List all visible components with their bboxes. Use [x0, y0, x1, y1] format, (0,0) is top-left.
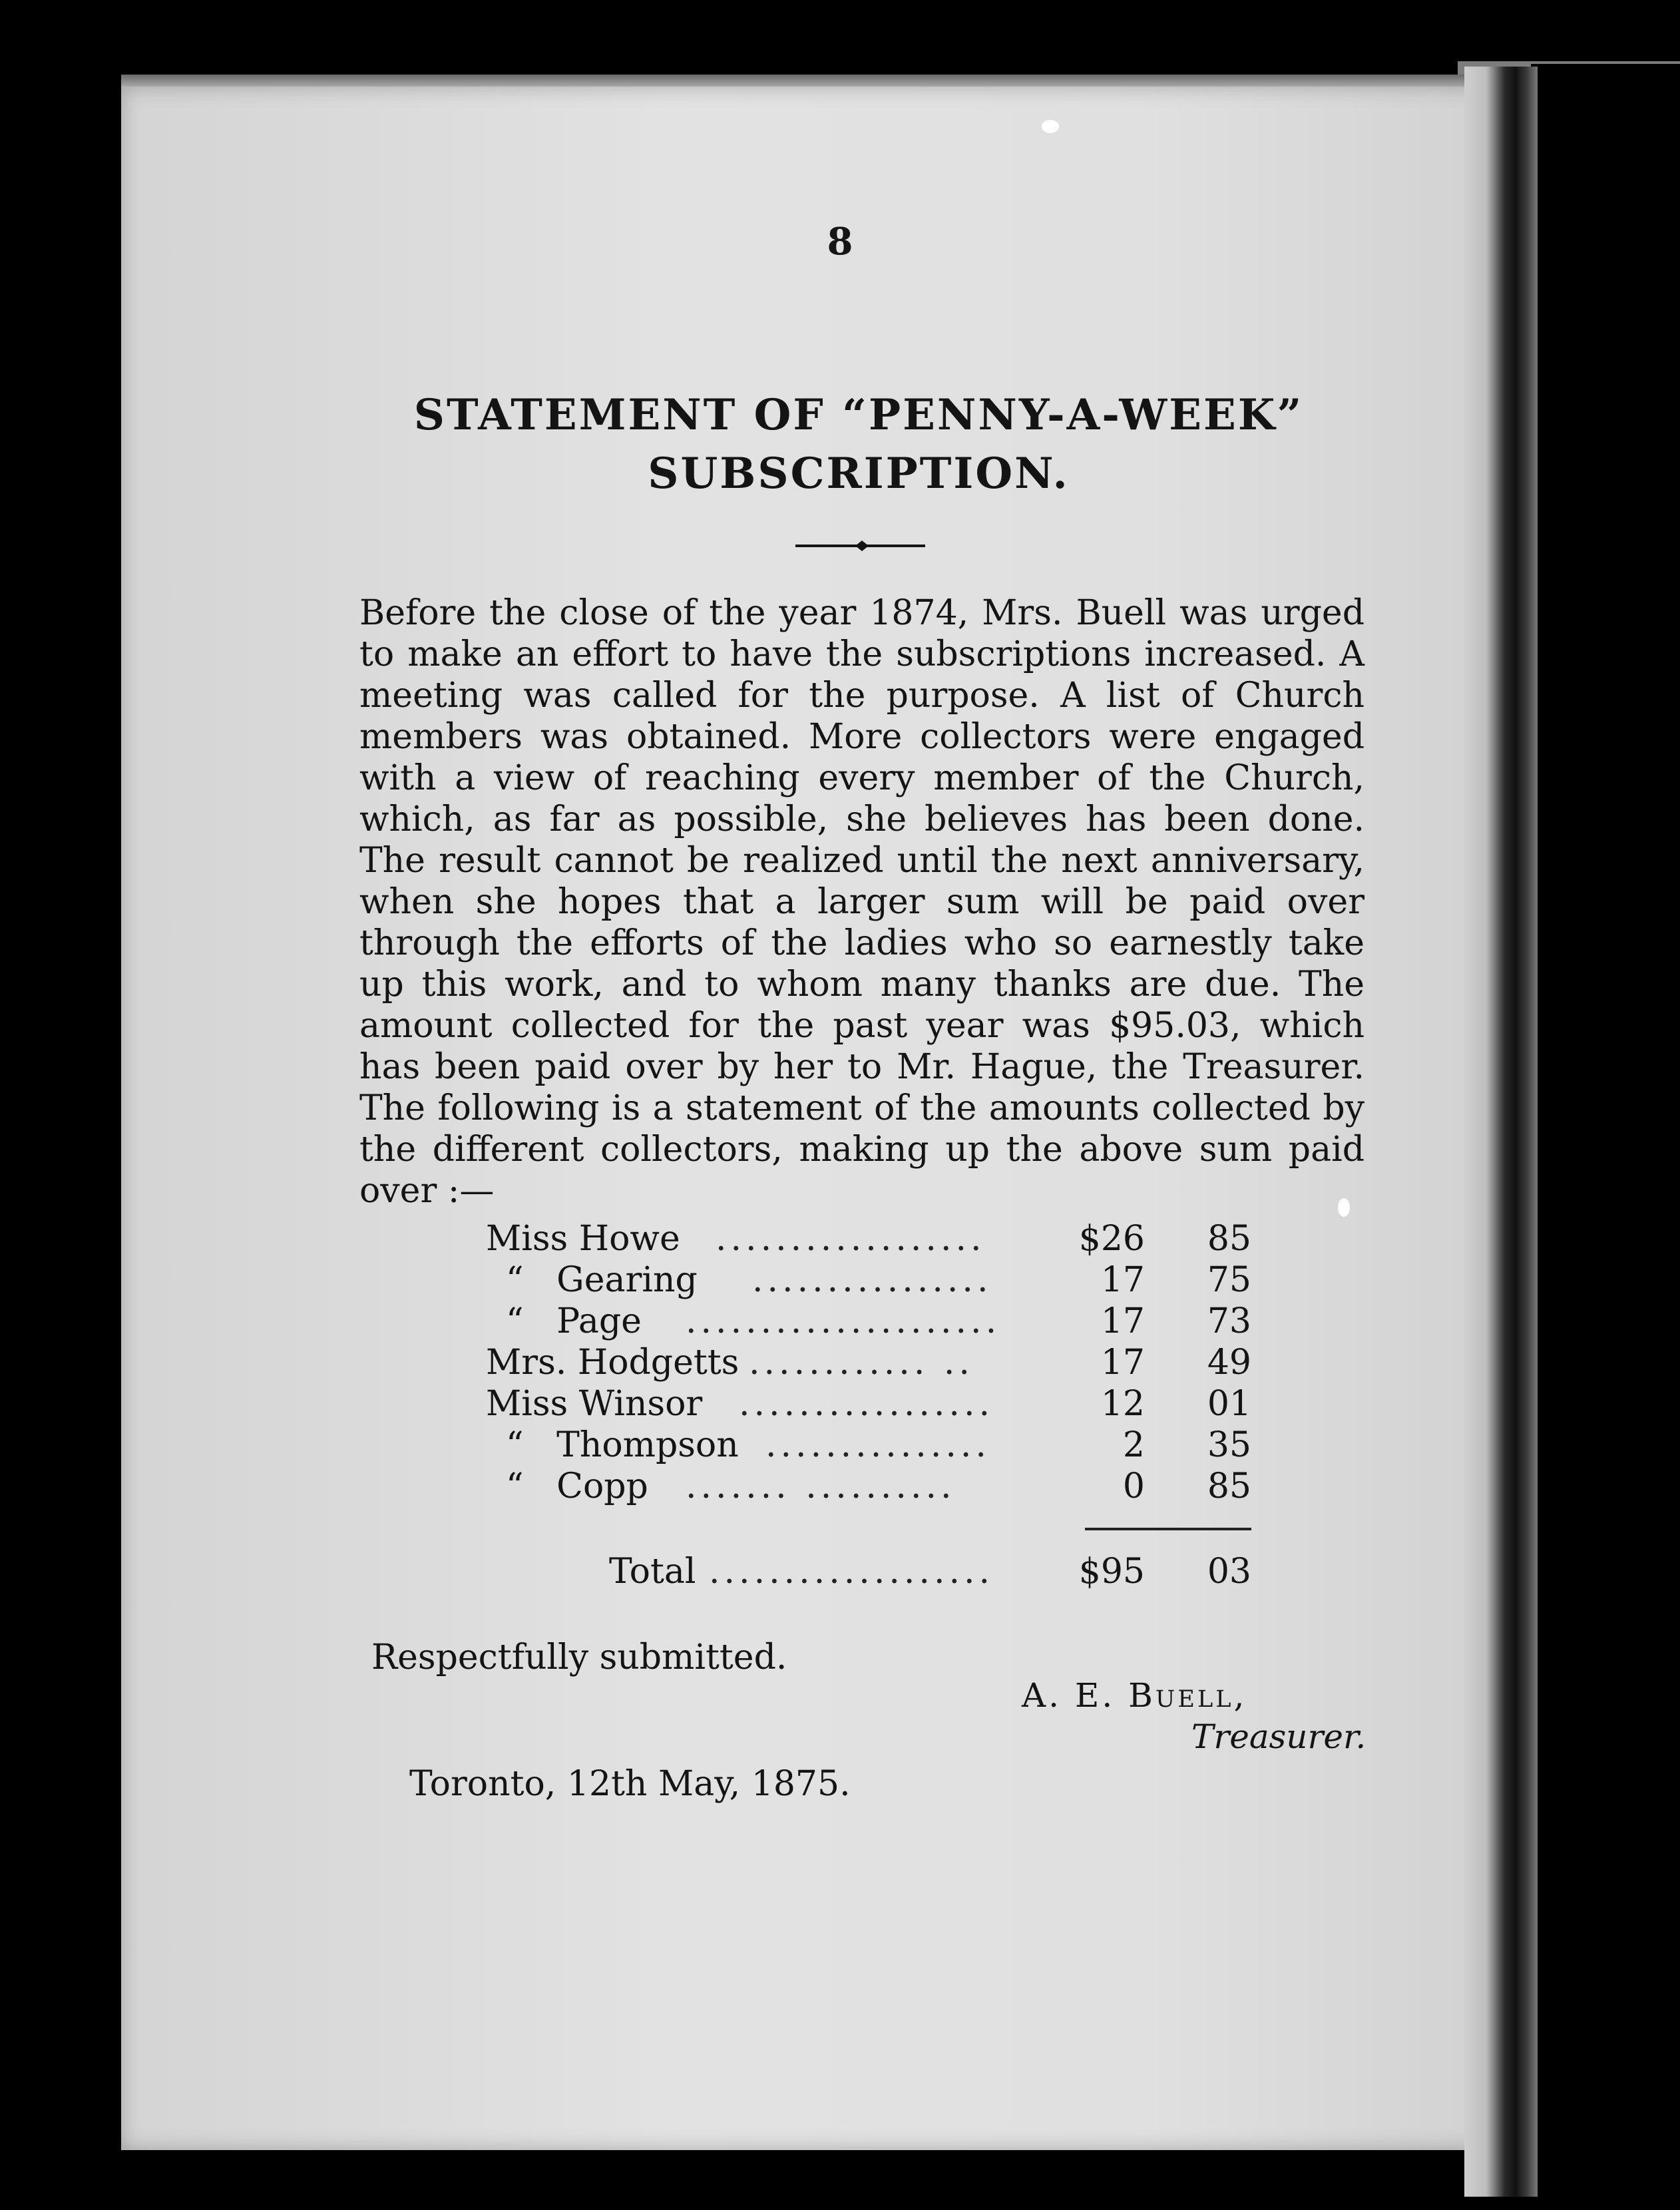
amount-dollars: 12	[1100, 1384, 1145, 1424]
amount-dollars: 17	[1100, 1343, 1145, 1383]
leader-dots: ....... ..........	[686, 1466, 956, 1506]
total-row	[486, 1551, 1251, 1592]
leader-dots: ...................	[709, 1552, 994, 1592]
amount-cents: 85	[1207, 1466, 1251, 1506]
list-item	[486, 1466, 1251, 1507]
title-line-2: SUBSCRIPTION.	[648, 449, 1070, 499]
leader-dots: .................	[739, 1384, 994, 1424]
amount-cents: 49	[1207, 1343, 1251, 1383]
total-cents: 03	[1207, 1552, 1251, 1592]
collector-name: Mrs. Hodgetts	[486, 1343, 739, 1383]
sum-rule	[1085, 1528, 1251, 1530]
collector-name: “ Gearing	[506, 1260, 698, 1300]
amount-cents: 35	[1207, 1425, 1251, 1465]
collector-name: Miss Winsor	[486, 1384, 703, 1424]
amount-dollars: 17	[1100, 1301, 1145, 1341]
leader-dots: ..................	[716, 1219, 986, 1259]
closing-line: Respectfully submitted.	[371, 1638, 787, 1677]
total-line	[486, 1551, 1251, 1592]
signature-role: Treasurer.	[1191, 1717, 1366, 1756]
ornament-divider	[795, 539, 925, 552]
signature-text: A. E. Buell,	[1022, 1676, 1247, 1715]
amount-dollars: 0	[1122, 1466, 1145, 1506]
amount-cents: 85	[1207, 1219, 1251, 1259]
list-item	[486, 1425, 1251, 1466]
amount-dollars: 17	[1100, 1260, 1145, 1300]
page-number: 8	[827, 220, 853, 264]
amount-cents: 75	[1207, 1260, 1251, 1300]
collectors-list	[486, 1218, 1251, 1507]
leader-dots: .....................	[686, 1301, 1001, 1341]
list-item	[486, 1383, 1251, 1425]
collector-name: “ Page	[506, 1301, 642, 1341]
collector-name: “ Copp	[506, 1466, 648, 1506]
body-paragraph: Before the close of the year 1874, Mrs. Buell was urged to make an effort to have the subscriptions increased. A meeting was called for the purpose. A list of Church members was obtained. More collectors were engaged with a view of reaching every member of the Church, which, as far as possible, she believes has been done. The result cannot be realized until the next anniversary, when she hopes that a larger sum will be paid over through the efforts of the ladies who so earnestly take up this work, and to whom many thanks are due. The amount collected for the past year was $95.03, which has been paid over by her to Mr. Hague, the Treasurer. The following is a statement of the amounts collected by the different collectors, making up the above sum paid over :—	[359, 593, 1365, 1211]
amount-dollars: $26	[1078, 1219, 1145, 1259]
collector-name: Miss Howe	[486, 1219, 680, 1259]
amount-dollars: 2	[1122, 1425, 1145, 1465]
total-dollars: $95	[1078, 1552, 1145, 1592]
amount-cents: 01	[1207, 1384, 1251, 1424]
signature-name	[1022, 1676, 1247, 1715]
amount-cents: 73	[1207, 1301, 1251, 1341]
page-title	[0, 386, 1680, 503]
list-item	[486, 1342, 1251, 1383]
list-item	[486, 1301, 1251, 1342]
list-item	[486, 1259, 1251, 1301]
leader-dots: ............ ..	[749, 1343, 974, 1383]
place-date: Toronto, 12th May, 1875.	[409, 1764, 851, 1804]
leader-dots: ................	[752, 1260, 992, 1300]
leader-dots: ...............	[765, 1425, 990, 1465]
collector-name: “ Thompson	[506, 1425, 739, 1465]
list-item	[486, 1218, 1251, 1259]
title-line-1: STATEMENT OF “PENNY-A-WEEK”	[413, 390, 1304, 440]
dust-speck	[1042, 120, 1059, 133]
total-label: Total	[609, 1552, 696, 1592]
